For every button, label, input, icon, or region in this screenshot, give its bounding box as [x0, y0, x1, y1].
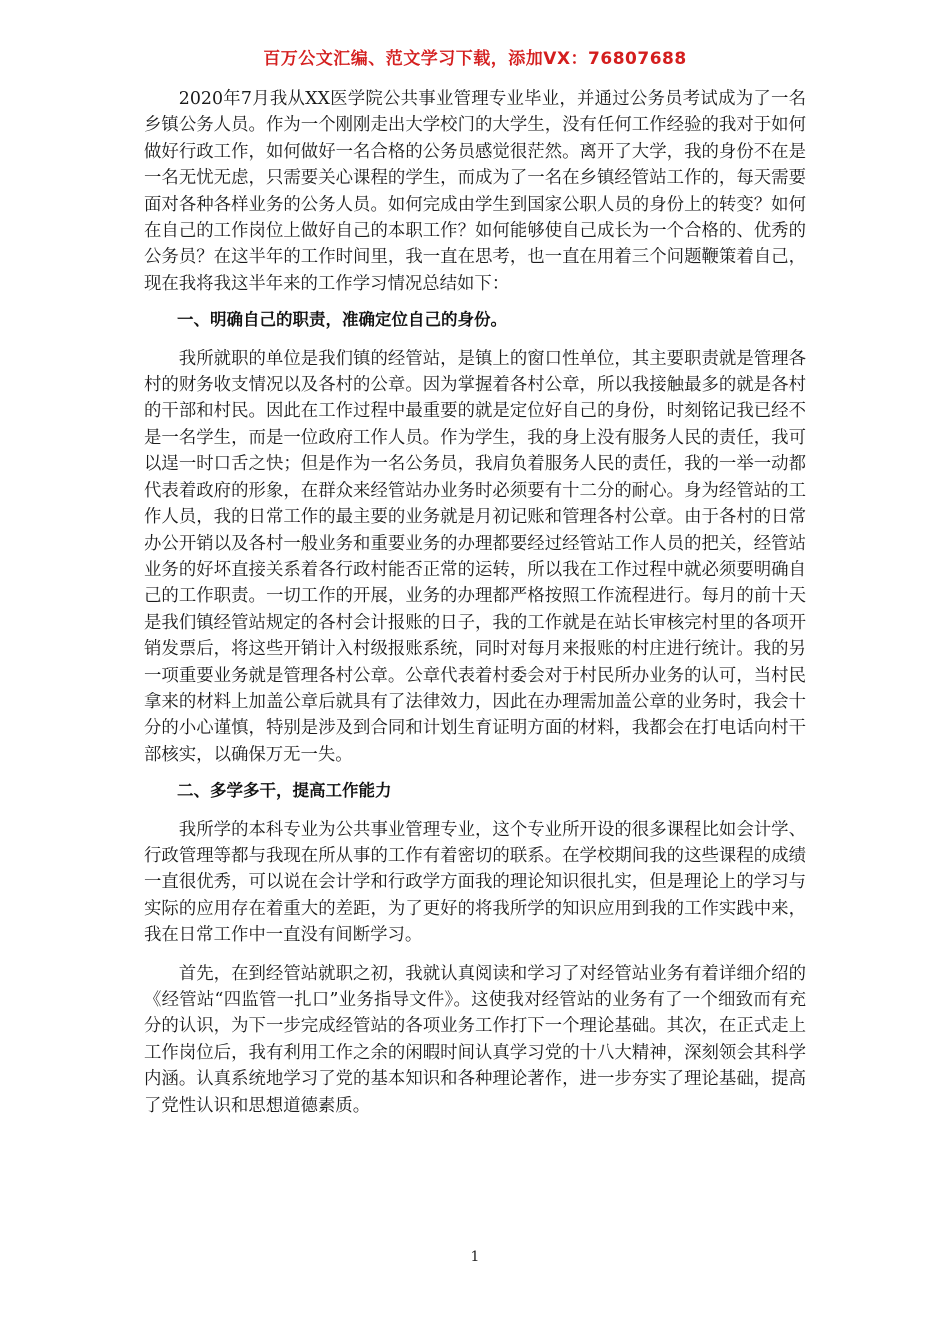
section-1-paragraph: 我所就职的单位是我们镇的经管站，是镇上的窗口性单位，其主要职责就是管理各村的财务收支情况以及各村的公章。因为掌握着各村公章，所以我接触最多的就是各村的干部和村民。因此在工作过程中最重要的就是定位好自己的身份，时刻铭记我已经不是一名学生，而是一位政府工作人员。作为学生，我的身上没有服务人民的责任，我可以逞一时口舌之快；但是作为一名公务员，我肩负着服务人民的责任，我的一举一动都代表着政府的形象，在群众来经管站办业务时必须要有十二分的耐心。身为经管站的工作人员，我的日常工作的最主要的业务就是月初记账和管理各村公章。由于各村的日常办公开销以及各村一般业务和重要业务的办理都要经过经管站工作人员的把关，经管站业务的好坏直接关系着各行政村能否正常的运转，所以我在工作过程中就必须要明确自己的工作职责。一切工作的开展，业务的办理都严格按照工作流程进行。每月的前十天是我们镇经管站规定的各村会计报账的日子，我的工作就是在站长审核完村里的各项开销发票后，将这些开销计入村级报账系统，同时对每月来报账的村庄进行统计。我的另一项重要业务就是管理各村公章。公章代表着村委会对于村民所办业务的认可，当村民拿来的材料上加盖公章后就具有了法律效力，因此在办理需加盖公章的业务时，我会十分的小心谨慎，特别是涉及到合同和计划生育证明方面的材料，我都会在打电话向村干部核实，以确保万无一失。 — [144, 348, 806, 765]
section-1-heading: 一、明确自己的职责，准确定位自己的身份。 — [177, 310, 507, 330]
intro-paragraph: 2020年7月我从XX医学院公共事业管理专业毕业，并通过公务员考试成为了一名乡镇公务人员。作为一个刚刚走出大学校门的大学生，没有任何工作经验的我对于如何做好行政工作，如何做好一名合格的公务员感觉很茫然。离开了大学，我的身份不在是一名无忧无虑，只需要关心课程的学生，而成为了一名在乡镇经管站工作的，每天需要面对各种各样业务的公务人员。如何完成由学生到国家公职人员的身份上的转变？如何在自己的工作岗位上做好自己的本职工作？如何能够使自己成长为一个合格的、优秀的公务员？在这半年的工作时间里，我一直在思考，也一直在用着三个问题鞭策着自己，现在我将我这半年来的工作学习情况总结如下： — [144, 89, 806, 294]
page-number: 1 — [470, 1249, 480, 1265]
section-2-paragraph-2: 首先，在到经管站就职之初，我就认真阅读和学习了对经管站业务有着详细介绍的《经管站“四监管一扎口”业务指导文件》。这使我对经管站的业务有了一个细致而有充分的认识，为下一步完成经管站的各项业务工作打下一个理论基础。其次，在正式走上工作岗位后，我有利用工作之余的闲暇时间认真学习党的十八大精神，深刻领会其科学内涵。认真系统地学习了党的基本知识和各种理论著作，进一步夯实了理论基础，提高了党性认识和思想道德素质。 — [144, 963, 806, 1116]
section-2-paragraph-1: 我所学的本科专业为公共事业管理专业，这个专业所开设的很多课程比如会计学、行政管理等都与我现在所从事的工作有着密切的联系。在学校期间我的这些课程的成绩一直很优秀，可以说在会计学和行政学方面我的理论知识很扎实，但是理论上的学习与实际的应用存在着重大的差距，为了更好的将我所学的知识应用到我的工作实践中来，我在日常工作中一直没有间断学习。 — [144, 819, 806, 946]
document-body — [144, 86, 806, 1119]
promo-header: 百万公文汇编、范文学习下载，添加VX：76807688 — [263, 49, 687, 69]
section-2-heading: 二、多学多干，提高工作能力 — [177, 781, 392, 801]
